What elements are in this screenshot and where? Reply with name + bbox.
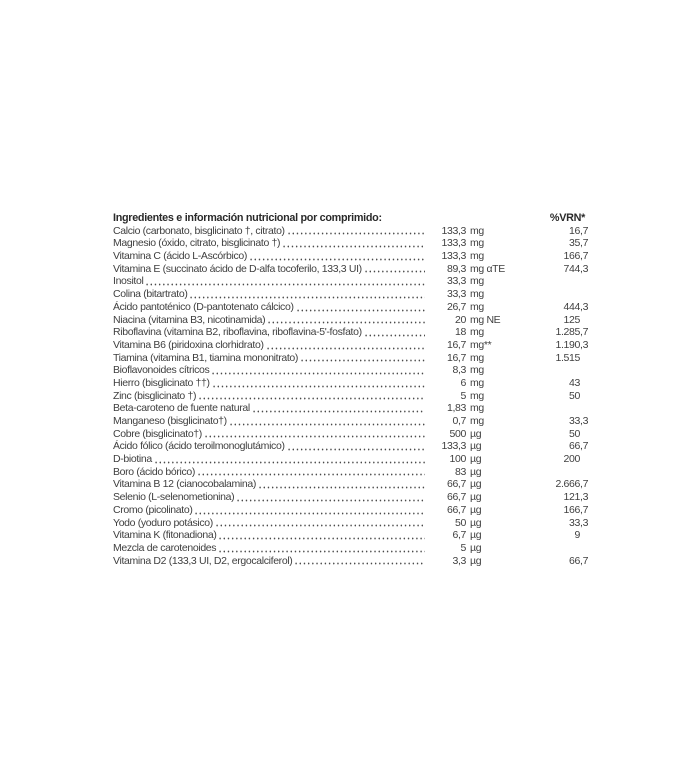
- leader-dots: [296, 301, 425, 314]
- leader-dots: [300, 352, 425, 365]
- table-row: [113, 517, 589, 530]
- leader-dots: [229, 415, 425, 428]
- table-row: [113, 478, 589, 491]
- vrn-value-int: 66: [569, 554, 580, 567]
- ingredient-label: Riboflavina (vitamina B2, riboflavina, riboflavina-5'-fosfato): [113, 326, 362, 339]
- amount-unit: µg: [470, 465, 482, 478]
- amount-unit: µg: [470, 440, 482, 453]
- amount-value: 6: [460, 376, 466, 389]
- amount-unit: mg: [470, 250, 484, 263]
- vrn-value-dec: ,7: [580, 478, 589, 491]
- table-row: [113, 339, 589, 352]
- ingredient-label: Tiamina (vitamina B1, tiamina mononitrato): [113, 351, 299, 364]
- leader-dots: [218, 529, 425, 542]
- leader-dots: [236, 491, 425, 504]
- nutrition-rows: [113, 225, 589, 568]
- amount-value: 18: [455, 326, 466, 339]
- leader-dots: [189, 288, 425, 301]
- amount-value: 133,3: [441, 224, 466, 237]
- table-row: [113, 402, 589, 415]
- vrn-value-int: 50: [569, 389, 580, 402]
- amount-unit: mg: [470, 351, 484, 364]
- amount-unit: µg: [470, 427, 482, 440]
- ingredient-label: Manganeso (bisglicinato†): [113, 415, 227, 427]
- amount-value: 133,3: [441, 250, 466, 263]
- ingredient-label: Yodo (yoduro potásico): [113, 516, 213, 529]
- amount-unit: mg: [470, 275, 484, 288]
- table-row: [113, 542, 589, 555]
- leader-dots: [287, 440, 425, 453]
- amount-unit: µg: [470, 491, 482, 504]
- ingredient-label: Vitamina B 12 (cianocobalamina): [113, 478, 257, 491]
- table-row: [113, 263, 589, 276]
- amount-value: 33,3: [446, 288, 466, 301]
- amount-unit: mg: [470, 300, 484, 313]
- vrn-value-dec: ,3: [580, 300, 589, 313]
- ingredient-label: Niacina (vitamina B3, nicotinamida): [113, 313, 266, 326]
- amount-unit: µg: [470, 516, 482, 529]
- leader-dots: [364, 326, 425, 339]
- amount-value: 20: [455, 313, 466, 326]
- ingredient-label: Vitamina B6 (piridoxina clorhidrato): [113, 338, 264, 351]
- ingredient-label: Colina (bitartrato): [113, 288, 188, 301]
- ingredient-label: Boro (ácido bórico): [113, 465, 196, 478]
- amount-value: 100: [449, 453, 466, 466]
- table-row: [113, 250, 589, 263]
- leader-dots: [197, 466, 425, 479]
- amount-value: 66,7: [446, 491, 466, 504]
- table-row: [113, 225, 589, 238]
- vrn-value-int: 35: [569, 237, 580, 250]
- ingredient-label: Bioflavonoides cítricos: [113, 364, 210, 377]
- vrn-value-int: 744: [563, 262, 580, 275]
- table-row: [113, 453, 589, 466]
- leader-dots: [287, 225, 425, 238]
- vrn-column-header: %VRN*: [549, 212, 585, 224]
- ingredient-label: Cobre (bisglicinato†): [113, 427, 202, 440]
- table-row: [113, 326, 589, 339]
- ingredient-label: Ácido fólico (ácido teroilmonoglutámico): [113, 440, 285, 453]
- vrn-value-int: 1.515: [555, 351, 580, 364]
- amount-unit: µg: [470, 529, 482, 542]
- amount-value: 16,7: [446, 351, 466, 364]
- amount-value: 3,3: [452, 554, 466, 567]
- ingredient-label: Zinc (bisglicinato †): [113, 389, 197, 402]
- vrn-value-dec: ,7: [580, 326, 589, 339]
- amount-value: 5: [460, 541, 466, 554]
- leader-dots: [294, 555, 425, 568]
- leader-dots: [282, 237, 425, 250]
- vrn-value-dec: ,3: [580, 338, 589, 351]
- ingredient-label: Vitamina K (fitonadiona): [113, 529, 217, 542]
- amount-unit: µg: [470, 478, 482, 491]
- amount-value: 0,7: [452, 415, 466, 427]
- vrn-value-dec: ,3: [580, 415, 589, 427]
- ingredient-label: Mezcla de carotenoides: [113, 541, 217, 554]
- vrn-value-dec: ,3: [580, 491, 589, 504]
- amount-value: 26,7: [446, 300, 466, 313]
- vrn-value-int: 16: [569, 224, 580, 237]
- ingredient-label: Selenio (L-selenometionina): [113, 491, 235, 504]
- vrn-value-int: 166: [563, 503, 580, 516]
- vrn-value-int: 200: [563, 453, 580, 466]
- ingredient-label: Ácido pantoténico (D-pantotenato cálcico): [113, 300, 294, 313]
- amount-value: 66,7: [446, 503, 466, 516]
- table-row: [113, 491, 589, 504]
- vrn-value-int: 66: [569, 440, 580, 453]
- leader-dots: [145, 275, 425, 288]
- ingredient-label: Inositol: [113, 275, 144, 288]
- amount-unit: mg: [470, 364, 484, 377]
- table-row: [113, 390, 589, 403]
- ingredient-label: Vitamina E (succinato ácido de D-alfa tocoferilo, 133,3 UI): [113, 262, 362, 275]
- table-header: [113, 212, 589, 225]
- table-row: [113, 314, 589, 327]
- vrn-value-dec: ,3: [580, 516, 589, 529]
- vrn-value-int: 121: [563, 491, 580, 504]
- table-row: [113, 288, 589, 301]
- vrn-value-dec: ,3: [580, 262, 589, 275]
- leader-dots: [204, 428, 425, 441]
- table-row: [113, 466, 589, 479]
- amount-value: 8,3: [452, 364, 466, 377]
- leader-dots: [218, 542, 425, 555]
- vrn-value-dec: ,7: [580, 224, 589, 237]
- vrn-value-int: 33: [569, 516, 580, 529]
- vrn-value-dec: ,7: [580, 440, 589, 453]
- vrn-value-int: 1.190: [555, 338, 580, 351]
- leader-dots: [364, 263, 425, 276]
- amount-unit: µg: [470, 554, 482, 567]
- amount-value: 50: [455, 516, 466, 529]
- amount-unit: µg: [470, 503, 482, 516]
- leader-dots: [215, 517, 425, 530]
- amount-unit: mg**: [470, 338, 492, 351]
- amount-value: 1,83: [446, 402, 466, 415]
- vrn-value-int: 444: [563, 300, 580, 313]
- table-row: [113, 377, 589, 390]
- amount-value: 83: [455, 465, 466, 478]
- table-row: [113, 237, 589, 250]
- leader-dots: [252, 402, 425, 415]
- leader-dots: [198, 390, 425, 403]
- vrn-value-int: 33: [569, 415, 580, 427]
- table-row: [113, 529, 589, 542]
- table-row: [113, 364, 589, 377]
- leader-dots: [211, 364, 425, 377]
- leader-dots: [267, 314, 425, 327]
- amount-unit: mg: [470, 389, 484, 402]
- ingredient-label: Calcio (carbonato, bisglicinato †, citrato): [113, 224, 285, 237]
- leader-dots: [212, 377, 425, 390]
- vrn-value-int: 125: [563, 313, 580, 326]
- vrn-value-int: 1.285: [555, 326, 580, 339]
- amount-value: 6,7: [452, 529, 466, 542]
- ingredient-label: Beta-caroteno de fuente natural: [113, 402, 250, 415]
- ingredient-label: D-biotina: [113, 453, 152, 466]
- vrn-value-dec: ,7: [580, 554, 589, 567]
- table-row: [113, 415, 589, 428]
- leader-dots: [258, 478, 425, 491]
- vrn-value-int: 166: [563, 250, 580, 263]
- amount-unit: mg: [470, 402, 484, 415]
- amount-value: 16,7: [446, 338, 466, 351]
- amount-unit: µg: [470, 453, 482, 466]
- amount-unit: µg: [470, 541, 482, 554]
- ingredient-label: Vitamina C (ácido L-Ascórbico): [113, 250, 248, 263]
- table-row: [113, 555, 589, 568]
- amount-value: 66,7: [446, 478, 466, 491]
- vrn-value-dec: ,7: [580, 237, 589, 250]
- vrn-value-int: 50: [569, 427, 580, 440]
- table-row: [113, 428, 589, 441]
- vrn-value-dec: ,7: [580, 503, 589, 516]
- amount-unit: mg: [470, 224, 484, 237]
- leader-dots: [194, 504, 425, 517]
- table-row: [113, 504, 589, 517]
- table-row: [113, 352, 589, 365]
- amount-unit: mg αTE: [470, 262, 505, 275]
- amount-unit: mg: [470, 288, 484, 301]
- ingredient-label: Vitamina D2 (133,3 UI, D2, ergocalciferol): [113, 554, 293, 567]
- ingredient-label: Cromo (picolinato): [113, 503, 193, 516]
- amount-value: 33,3: [446, 275, 466, 288]
- vrn-value-dec: ,7: [580, 250, 589, 263]
- amount-value: 500: [449, 427, 466, 440]
- nutrition-table: [113, 212, 589, 567]
- leader-dots: [154, 453, 425, 466]
- vrn-value-int: 2.666: [555, 478, 580, 491]
- leader-dots: [249, 250, 425, 263]
- ingredient-label: Magnesio (óxido, citrato, bisglicinato †): [113, 237, 281, 250]
- amount-value: 89,3: [446, 262, 466, 275]
- amount-unit: mg: [470, 326, 484, 339]
- table-row: [113, 301, 589, 314]
- amount-unit: mg NE: [470, 313, 501, 326]
- vrn-value-int: 9: [574, 529, 580, 542]
- table-title: Ingredientes e información nutricional por comprimido:: [113, 212, 382, 224]
- amount-value: 5: [460, 389, 466, 402]
- ingredient-label: Hierro (bisglicinato ††): [113, 376, 210, 389]
- leader-dots: [266, 339, 425, 352]
- amount-value: 133,3: [441, 237, 466, 250]
- amount-unit: mg: [470, 415, 484, 427]
- amount-unit: mg: [470, 237, 484, 250]
- table-row: [113, 440, 589, 453]
- amount-value: 133,3: [441, 440, 466, 453]
- amount-unit: mg: [470, 376, 484, 389]
- table-row: [113, 275, 589, 288]
- vrn-value-int: 43: [569, 376, 580, 389]
